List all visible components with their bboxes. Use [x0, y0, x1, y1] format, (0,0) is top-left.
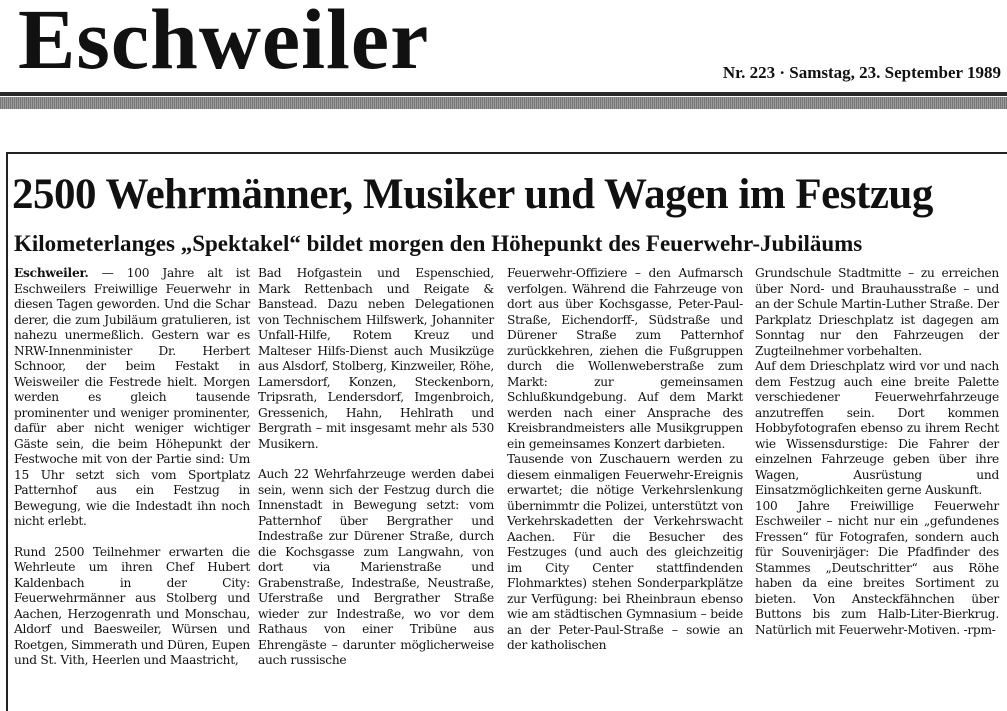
column-paragraph: Feuerwehr-Offiziere – den Aufmarsch verfolgen. Während die Fahrzeuge von dort aus über Kochsgasse, Peter-Paul-Straße, Eichendorff-, Südstraße und Dürener Straße zum Patternhof zurückkehren, ziehen die Fußgruppen durch die Wollenweberstraße zum Markt: zur gemeinsamen Schlußkundgebung. Auf dem Markt werden nach einer Ansprache des Kreisbrandmeisters alle Musikgruppen ein gemeinsames Konzert darbieten. — [507, 266, 743, 451]
issue-line: Nr. 223 · Samstag, 23. September 1989 — [722, 63, 1001, 82]
article-column-4 — [755, 266, 999, 638]
column-paragraph: 100 Jahre Freiwillige Feuerwehr Eschweiler – nicht nur ein „gefundenes Fressen“ für Fotografen, sondern auch für Souvenirjäger: Die Pfadfinder des Stammes „Deutschritter“ aus Röhe haben da eine breites Sortiment zu bieten. Von Ansteckfähnchen über Buttons bis zum Halb-Liter-Bierkrug. Natürlich mit Feuerwehr-Motiven. -rpm- — [755, 498, 999, 637]
column-paragraph: Tausende von Zuschauern werden zu diesem einmaligen Feuerwehr-Ereignis erwartet; die nötige Verkehrslenkung übernimmtr die Polizei, unterstützt von Verkehrskadetten der Verkehrswacht Aachen. Für die Besucher des Festzuges (und auch des gleichzeitig im City Center stattfindenden Flohmarktes) stehen Sonderparkplätze zur Verfügung: bei Rheinbraun ebenso wie am städtischen Gymnasium – beide an der Peter-Paul-Straße – sowie an der katholischen — [507, 452, 743, 652]
masthead-rule — [0, 92, 1007, 96]
article-subheadline: Kilometerlanges „Spektakel“ bildet morgen den Höhepunkt des Feuerwehr-Jubiläums — [14, 231, 863, 256]
dateline: Eschweiler. — [14, 266, 89, 280]
column-paragraph — [14, 266, 250, 530]
article-headline: 2500 Wehrmänner, Musiker und Wagen im Festzug — [12, 171, 933, 218]
paragraph-text: — 100 Jahre alt ist Eschweilers Freiwillige Feuerwehr in diesen Tagen geworden. Und die Schar derer, die zum Jubiläum gratulieren, ist nahezu unermeßlich. Gestern war es NRW-Innenminister Dr. Herbert Schnoor, der beim Festakt in Weisweiler die Festrede hielt. Morgen werden es gleich tausende prominenter und weniger prominenter, dafür aber nicht weniger wichtiger Gäste sein, die beim Höhepunkt der Festwoche mit von der Partie sind: Um 15 Uhr setzt sich vom Sportplatz Patternhof aus ein Festzug in Bewegung, wie die Indestadt ihn noch nicht erlebt. — [14, 266, 251, 528]
article-frame-left — [6, 152, 8, 711]
column-paragraph: Grundschule Stadtmitte – zu erreichen über Nord- und Brauhausstraße – und an der Schule Martin-Luther Straße. Der Parkplatz Drieschplatz ist dagegen am Sonntag nur den Fahrzeugen der Zugteilnehmer vorbehalten. — [755, 266, 999, 358]
article-column-3 — [507, 266, 743, 654]
column-paragraph: Rund 2500 Teilnehmer erwarten die Wehrleute um ihren Chef Hubert Kaldenbach in der City: Feuerwehrmänner aus Stolberg und Aachen, Herzogenrath und Monschau, Aldorf und Baesweiler, Würsen und Roetgen, Simmerath und Düren, Eupen und St. Vith, Heerlen und Maastricht, — [14, 544, 251, 667]
article-column-1 — [14, 266, 250, 669]
article-frame-top — [6, 152, 1007, 154]
column-paragraph: Auf dem Drieschplatz wird vor und nach dem Festzug auch eine breite Palette verschiedener Feuerwehrfahrzeuge anzutreffen sein. Dort kommen Hobbyfotografen ebenso zu ihrem Recht wie Wissensdurstige: Die Fahrer der einzelnen Fahrzeuge geben über ihre Wagen, Ausrüstung und Einsatzmöglichkeiten gerne Auskunft. — [755, 359, 999, 497]
article-column-2 — [258, 266, 494, 669]
masthead-title: Eschweiler — [18, 0, 430, 87]
masthead-shaded-rule — [0, 97, 1007, 109]
column-paragraph: Bad Hofgastein und Espenschied, Mark Rettenbach und Reigate & Banstead. Dazu neben Delegationen von Technischem Hilfswerk, Johanniter Unfall-Hilfe, Rotem Kreuz und Malteser Hilfs-Dienst auch Musikzüge aus Alsdorf, Stolberg, Kinzweiler, Röhe, Lamersdorf, Konzen, Steckenborn, Tripsrath, Lendersdorf, Imgenbroich, Gressenich, Hahn, Hehlrath und Bergrath – mit insgesamt mehr als 530 Musikern. — [258, 266, 494, 451]
column-paragraph: Auch 22 Wehrfahrzeuge werden dabei sein, wenn sich der Festzug durch die Innenstadt in Bewegung setzt: vom Patternhof über Bergrather und Indestraße zur Dürener Straße, durch die Kochsgasse zum Langwahn, von dort via Marienstraße und Grabenstraße, Indestraße, Neustraße, Uferstraße und Bergrather Straße wieder zur Indestraße, wo vor dem Rathaus von einer Tribüne aus Ehrengäste – darunter möglicherweise auch russische — [258, 467, 494, 667]
